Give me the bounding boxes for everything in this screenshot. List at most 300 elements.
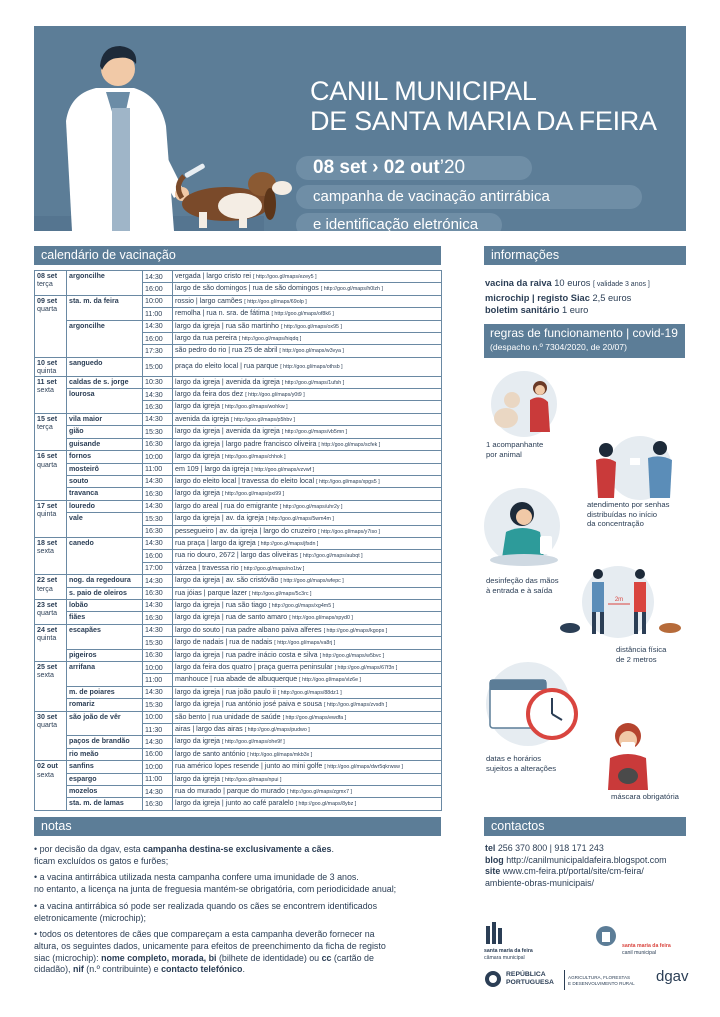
schedule-time: 16:00 [143, 333, 173, 345]
schedule-time: 16:30 [143, 401, 173, 413]
schedule-parish: vila maior [67, 413, 143, 425]
location-text: largo da igreja | rua padre inácio costa e silva [175, 650, 318, 659]
schedule-row [35, 426, 442, 438]
tel-label: tel [485, 843, 496, 853]
location-text: largo da igreja [175, 489, 220, 498]
schedule-location [173, 438, 442, 450]
map-link[interactable]: [ http://goo.gl/maps/69olp ] [244, 298, 307, 305]
schedule-time: 14:30 [143, 537, 173, 549]
location-text: largo do eleito local | travessa do eleito local [175, 476, 315, 485]
schedule-time: 15:30 [143, 637, 173, 649]
agri-line1: AGRICULTURA, FLORESTAS [568, 975, 631, 980]
note1-c: . [331, 844, 334, 854]
schedule-time: 16:30 [143, 488, 173, 500]
price-rabies [485, 277, 650, 292]
schedule-row [35, 662, 442, 674]
schedule-parish: lourosa [67, 389, 143, 414]
schedule-location [173, 612, 442, 624]
rule4-line1: distância física [616, 645, 667, 654]
rule1-line1: 1 acompanhante [486, 440, 544, 449]
chip-label: microchip | registo Siac [485, 292, 590, 303]
schedule-location [173, 624, 442, 636]
note2-line1: • a vacina antirrábica utilizada nesta campanha confere uma imunidade de 3 anos. [34, 872, 359, 883]
location-text: em 109 | largo da igreja [175, 464, 250, 473]
schedule-date [35, 624, 67, 661]
map-link[interactable]: [ http://goo.gl/maps/va8rj ] [274, 640, 336, 647]
schedule-row [35, 773, 442, 785]
vaccination-schedule-table [34, 270, 442, 811]
map-link[interactable]: [ http://goo.gl/maps/5c3rc ] [249, 590, 312, 597]
schedule-parish: m. de poiares [67, 686, 143, 698]
schedule-date [35, 451, 67, 501]
note4-line4d: contacto telefónico [161, 964, 243, 975]
schedule-parish: romariz [67, 699, 143, 711]
location-text: rua do murado | parque do murado [175, 787, 285, 796]
logo-divider [564, 970, 565, 990]
map-link[interactable]: [ http://goo.gl/maps/8ybz ] [295, 801, 357, 808]
map-link[interactable]: [ http://goo.gl/maps/pudwo ] [244, 727, 310, 734]
weekday-label: quarta [37, 609, 58, 618]
rule3-line2: à entrada e à saída [486, 585, 553, 595]
schedule-time: 16:00 [143, 748, 173, 760]
map-link[interactable]: [ http://goo.gl/maps/67f3n ] [334, 665, 398, 671]
schedule-row [35, 649, 442, 661]
schedule-parish: escapães [67, 624, 143, 649]
schedule-row [35, 761, 442, 773]
logos-footer [484, 920, 689, 1000]
note3-line1: • a vacina antirrábica só pode ser realizada quando os cães se encontrem identificados [34, 900, 378, 911]
map-link[interactable]: [ http://goo.gl/maps/chhok ] [221, 454, 286, 461]
map-link[interactable]: [ http://goo.gl/maps/vlz6e ] [299, 677, 361, 684]
schedule-parish: espargo [67, 773, 143, 785]
location-text: são bento | rua unidade de saúde [175, 712, 281, 721]
location-text: largo da igreja | rua são tiago [175, 600, 267, 609]
hero-banner [34, 26, 686, 231]
schedule-location [173, 637, 442, 649]
schedule-row [35, 711, 442, 723]
schedule-date [35, 271, 67, 296]
location-text: rua américo lopes resende | junto ao mini golfe [175, 762, 323, 771]
schedule-row [35, 575, 442, 587]
campaign-dates [313, 157, 465, 179]
location-text: largo de são domingos | rua de são domingos [175, 284, 319, 293]
location-text: rua jóias | parque lazer [175, 588, 248, 597]
date-label: 17 set [37, 501, 58, 510]
schedule-time: 14:30 [143, 320, 173, 332]
schedule-row [35, 271, 442, 283]
schedule-row [35, 438, 442, 450]
map-link[interactable]: [ http://goo.gl/maps/kgops ] [323, 627, 388, 634]
schedule-time: 16:30 [143, 587, 173, 599]
map-link[interactable]: [ http://goo.gl/maps/zgmx7 ] [286, 789, 352, 796]
hero-title [310, 76, 657, 136]
location-text: airas | largo das airas [175, 725, 243, 734]
map-link[interactable]: [ http://goo.gl/maps/wfepc ] [280, 578, 344, 585]
weekday-label: sexta [37, 770, 54, 779]
schedule-location [173, 283, 442, 295]
info-header: informações [484, 246, 686, 265]
map-link[interactable]: [ http://goo.gl/maps/no1tw ] [240, 565, 305, 572]
schedule-parish: rio meão [67, 748, 143, 760]
schedule-location [173, 711, 442, 723]
note1-a: • por decisão da dgav, esta [34, 844, 144, 854]
schedule-parish: sanfins [67, 761, 143, 773]
map-link[interactable]: [ http://goo.gl/maps/ohe9f ] [221, 739, 285, 746]
map-link[interactable]: [ http://goo.gl/maps/wohkw ] [221, 404, 288, 411]
map-link[interactable]: [ http://goo.gl/maps/mkb3x ] [247, 751, 313, 758]
schedule-parish: lobão [67, 599, 143, 611]
schedule-location [173, 686, 442, 698]
rule-companion [486, 440, 543, 459]
schedule-time: 16:00 [143, 283, 173, 295]
note4-line3b: nome completo, morada, bi [101, 952, 217, 963]
schedule-date [35, 537, 67, 574]
schedule-time: 16:00 [143, 550, 173, 562]
tel-value: 256 370 800 | 918 171 243 [497, 843, 604, 853]
schedule-row [35, 748, 442, 760]
note4-line3c: (bilhete de identidade) ou [216, 952, 322, 963]
bulletin-label: boletim sanitário [485, 305, 560, 315]
price-bulletin [485, 304, 650, 317]
schedule-time: 17:30 [143, 345, 173, 357]
schedule-parish: souto [67, 475, 143, 487]
note1-b: campanha destina-se exclusivamente a cães [143, 844, 332, 854]
schedule-parish: arrifana [67, 662, 143, 687]
note2-line2: no entanto, a licença na junta de freguesia mantém-se obrigatória, com periodicidade anual; [34, 884, 397, 895]
schedule-time: 14:30 [143, 500, 173, 512]
map-link[interactable]: [ http://goo.gl/maps/npui ] [221, 776, 282, 783]
distance-badge: 2m [614, 597, 624, 603]
location-text: largo da igreja | rua joão paulo ii [175, 687, 276, 696]
weekday-label: terça [37, 280, 53, 289]
dgav-logo: dgav [656, 968, 689, 985]
notes-list [34, 844, 441, 981]
schedule-row [35, 376, 442, 388]
note4-line4c: (n.º contribuinte) e [83, 964, 162, 975]
location-text: são pedro do rio | rua 25 de abril [175, 346, 278, 355]
rabies-label: vacina da raiva [485, 278, 552, 288]
schedule-location [173, 798, 442, 810]
location-text: largo da igreja | rua são martinho [175, 321, 279, 330]
schedule-row [35, 413, 442, 425]
schedule-location [173, 463, 442, 475]
schedule-location [173, 649, 442, 661]
date-label: 22 set [37, 576, 58, 585]
schedule-location [173, 550, 442, 562]
site-link-2[interactable]: ambiente-obras-municipais/ [485, 877, 595, 888]
weekday-label: terça [37, 423, 53, 432]
schedule-time: 14:30 [143, 475, 173, 487]
schedule-row [35, 699, 442, 711]
schedule-time: 14:30 [143, 575, 173, 587]
rule-schedule-changes [486, 754, 556, 773]
schedule-row [35, 357, 442, 376]
schedule-row [35, 624, 442, 636]
location-text: largo da igreja | avenida da igreja [175, 377, 280, 386]
hand-sanitizer-illustration [484, 486, 564, 574]
rule2-line1: atendimento por senhas [587, 500, 670, 509]
map-link[interactable]: [ http://goo.gl/maps/vb5mn ] [281, 429, 348, 436]
schedule-parish: canedo [67, 537, 143, 574]
schedule-row [35, 488, 442, 500]
map-link[interactable]: [ http://goo.gl/maps/pxi99 ] [221, 491, 285, 498]
map-link[interactable]: [ http://goo.gl/maps/vzvwf ] [251, 466, 315, 473]
schedule-time: 14:30 [143, 736, 173, 748]
schedule-row [35, 736, 442, 748]
schedule-date [35, 500, 67, 537]
map-link[interactable]: [ http://goo.gl/maps/othsb ] [280, 364, 343, 371]
location-text: várzea | travessa rio [175, 563, 239, 572]
distance-illustration [548, 564, 686, 640]
date-label: 23 set [37, 600, 58, 609]
map-link[interactable]: [ http://goo.gl/maps/xg4m5 ] [268, 602, 335, 609]
site-label: site [485, 866, 501, 876]
rule2-line3: da concentração [587, 519, 644, 529]
bulletin-price: 1 euro [561, 305, 589, 315]
schedule-location [173, 513, 442, 525]
note4-line4b: nif [72, 964, 84, 975]
location-text: largo da igreja [175, 737, 220, 746]
map-link[interactable]: [ http://goo.gl/maps/w3vya ] [279, 348, 344, 355]
contact-site [485, 866, 667, 878]
rule4-line2: de 2 metros [616, 654, 657, 664]
schedule-time: 17:00 [143, 562, 173, 574]
map-link[interactable]: [ http://goo.gl/maps/aubqt ] [299, 553, 363, 560]
schedule-location [173, 724, 442, 736]
location-text: rossio | largo camões [175, 296, 243, 305]
map-link[interactable]: [ http://goo.gl/maps/xpgs5 ] [316, 478, 380, 485]
schedule-row [35, 295, 442, 307]
schedule-time: 14:30 [143, 686, 173, 698]
schedule-parish: mosteirô [67, 463, 143, 475]
schedule-parish: gião [67, 426, 143, 438]
schedule-parish: guisande [67, 438, 143, 450]
site-link-1[interactable]: www.cm-feira.pt/portal/site/cm-feira/ [502, 866, 644, 876]
note4-line4a: cidadão), [34, 964, 73, 975]
schedule-parish: fiães [67, 612, 143, 624]
map-link[interactable]: [ http://goo.gl/maps/dwr5qkrwsw ] [324, 764, 403, 771]
map-link[interactable]: [ http://goo.gl/maps/ox95 ] [280, 323, 342, 330]
schedule-time: 14:30 [143, 413, 173, 425]
schedule-location [173, 537, 442, 549]
map-link[interactable]: [ http://goo.gl/maps/y0t9 ] [245, 392, 305, 399]
location-text: praça do eleito local | rua parque [175, 362, 279, 371]
smf1-sub: câmara municipal [484, 955, 525, 961]
schedule-time: 11:00 [143, 308, 173, 320]
location-text: largo do souto | rua padre albano paiva alferes [175, 625, 322, 634]
map-link[interactable]: [ http://goo.gl/maps/xpyd0 ] [289, 615, 353, 622]
map-link[interactable]: [ http://goo.gl/maps/ewdfa ] [282, 714, 347, 721]
map-link[interactable]: [ http://goo.gl/maps/ezey5 ] [252, 274, 317, 280]
weekday-label: sexta [37, 386, 54, 395]
location-text: largo da igreja [175, 774, 220, 783]
schedule-time: 15:00 [143, 357, 173, 376]
blog-link[interactable]: http://canilmunicipaldafeira.blogspot.com [506, 854, 667, 865]
campaign-line-1: campanha de vacinação antirrábica [313, 188, 550, 205]
weekday-label: sexta [37, 671, 54, 680]
schedule-time: 11:30 [143, 724, 173, 736]
weekday-label: quinta [37, 510, 57, 519]
rep-line2: PORTUGUESA [506, 979, 554, 986]
price-list [485, 277, 650, 317]
weekday-label: quinta [37, 634, 57, 643]
date-label: 10 set [37, 358, 58, 367]
schedule-parish: paços de brandão [67, 736, 143, 748]
map-link[interactable]: [ http://goo.gl/maps/uhr2y ] [279, 503, 343, 510]
note4-line3e: (cartão de [331, 952, 374, 963]
rule5-line1: datas e horários [486, 754, 542, 763]
schedule-time: 14:30 [143, 271, 173, 283]
location-text: avenida da igreja [175, 414, 230, 423]
map-link[interactable]: [ http://goo.gl/maps/of8k6 ] [271, 311, 334, 318]
schedule-time: 11:00 [143, 674, 173, 686]
schedule-location [173, 376, 442, 388]
note3-line2: eletronicamente (microchip); [34, 912, 146, 923]
date-range: 08 set › 02 out [313, 157, 440, 178]
date-label: 24 set [37, 625, 58, 634]
schedule-date [35, 376, 67, 413]
schedule-parish: caldas de s. jorge [67, 376, 143, 388]
schedule-location [173, 488, 442, 500]
title-line-2: DE SANTA MARIA DA FEIRA [310, 106, 657, 136]
schedule-location [173, 308, 442, 320]
schedule-time: 10:00 [143, 711, 173, 723]
schedule-time: 10:00 [143, 295, 173, 307]
schedule-row [35, 463, 442, 475]
rule-distance [616, 645, 666, 664]
location-text: largo da igreja | av. da igreja [175, 514, 264, 523]
schedule-row [35, 500, 442, 512]
schedule-time: 10:30 [143, 376, 173, 388]
note-3 [34, 901, 441, 924]
location-text: pessegueiro | av. da igreja | largo do cruzeiro [175, 526, 317, 535]
location-text: largo da rua pereira [175, 334, 237, 343]
title-line-1: CANIL MUNICIPAL [310, 76, 537, 106]
schedule-time: 16:30 [143, 798, 173, 810]
schedule-parish: argoncilhe [67, 320, 143, 357]
schedule-location [173, 674, 442, 686]
date-label: 11 set [37, 377, 57, 386]
canil-logo [594, 924, 618, 948]
schedule-parish: argoncilhe [67, 271, 143, 296]
map-link[interactable]: [ http://goo.gl/maps/88dz1 ] [277, 689, 342, 696]
chip-price: 2,5 euros [592, 292, 632, 303]
map-link[interactable]: [ http://goo.gl/maps/hiqdq ] [238, 336, 302, 343]
location-text: largo da igreja | avenida da igreja [175, 427, 280, 436]
map-link[interactable]: [ http://goo.gl/maps/w5bvc ] [319, 652, 385, 659]
date-label: 18 set [37, 538, 58, 547]
map-link[interactable]: [ http://goo.gl/maps/1ufsh ] [281, 379, 345, 386]
schedule-time: 14:30 [143, 599, 173, 611]
schedule-location [173, 271, 442, 283]
location-text: largo do areal | rua do emigrante [175, 501, 278, 510]
map-link[interactable]: [ http://goo.gl/maps/jfsdn ] [257, 540, 319, 547]
schedule-time: 14:30 [143, 786, 173, 798]
schedule-time: 10:00 [143, 761, 173, 773]
schedule-location [173, 699, 442, 711]
date-label: 15 set [37, 414, 58, 423]
schedule-time: 15:30 [143, 426, 173, 438]
schedule-row [35, 612, 442, 624]
map-link[interactable]: [ http://goo.gl/maps/zvsdh ] [323, 702, 388, 709]
weekday-label: terça [37, 584, 53, 593]
schedule-row [35, 587, 442, 599]
notes-header: notas [34, 817, 441, 836]
schedule-location [173, 426, 442, 438]
rule2-line2: distribuídas no início [587, 509, 658, 519]
contact-tel [485, 843, 667, 855]
schedule-location [173, 761, 442, 773]
weekday-label: quarta [37, 305, 58, 314]
schedule-date [35, 295, 67, 357]
schedule-location [173, 662, 442, 674]
schedule-time: 10:00 [143, 662, 173, 674]
map-link[interactable]: [ http://goo.gl/maps/scfek ] [318, 441, 381, 448]
schedule-location [173, 413, 442, 425]
schedule-location [173, 786, 442, 798]
schedule-row [35, 475, 442, 487]
map-link[interactable]: [ http://goo.gl/maps/5wm4m ] [265, 516, 334, 523]
weekday-label: quarta [37, 460, 58, 469]
rule-tickets [587, 500, 669, 529]
date-year: ’20 [439, 157, 466, 178]
note1-line2: ficam excluídos os gatos e furões; [34, 855, 169, 866]
location-text: largo de nadais | rua de nadais [175, 638, 273, 647]
companion-illustration [484, 370, 564, 438]
schedule-date [35, 357, 67, 376]
schedule-parish: nog. da regedoura [67, 575, 143, 587]
date-label: 09 set [37, 296, 58, 305]
location-text: rua rio douro, 2672 | largo das oliveiras [175, 551, 298, 560]
rule5-line2: sujeitos a alterações [486, 763, 557, 773]
location-text: manhouce | rua abade de albuquerque [175, 675, 298, 684]
weekday-label: quinta [37, 367, 57, 376]
schedule-date [35, 662, 67, 712]
schedule-time: 16:30 [143, 612, 173, 624]
agri-line2: E DESENVOLVIMENTO RURAL [568, 981, 635, 986]
schedule-time: 11:00 [143, 463, 173, 475]
schedule-parish: louredo [67, 500, 143, 512]
schedule-date [35, 599, 67, 624]
date-label: 30 set [37, 712, 58, 721]
location-text: largo da igreja [175, 402, 220, 411]
contacts-header: contactos [484, 817, 686, 836]
schedule-time: 14:30 [143, 389, 173, 401]
schedule-date [35, 711, 67, 761]
schedule-location [173, 389, 442, 401]
map-link[interactable]: [ http://goo.gl/maps/h0lzh ] [320, 286, 383, 293]
schedule-parish: pigeiros [67, 649, 143, 661]
schedule-time: 14:30 [143, 624, 173, 636]
campaign-line-2: e identificação eletrónica [313, 216, 479, 231]
note4-line3d: cc [321, 952, 332, 963]
schedule-parish: sta. m. de lamas [67, 798, 143, 810]
location-text: largo da igreja | rua de santo amaro [175, 613, 288, 622]
schedule-location [173, 500, 442, 512]
smf2-name: santa maria da feira [622, 943, 671, 949]
schedule-date [35, 575, 67, 600]
location-text: largo da igreja | av. são cristóvão [175, 576, 279, 585]
schedule-location [173, 562, 442, 574]
schedule-parish: vale [67, 513, 143, 538]
map-link[interactable]: [ http://goo.gl/maps/y7iso ] [318, 528, 380, 535]
note-2 [34, 872, 441, 895]
schedule-location [173, 599, 442, 611]
schedule-row [35, 320, 442, 332]
contact-blog [485, 855, 667, 867]
note4-line1: • todos os detentores de cães que compareçam a esta campanha deverão fornecer na [34, 929, 375, 940]
map-link[interactable]: [ http://goo.gl/maps/p5hbv ] [231, 416, 295, 423]
